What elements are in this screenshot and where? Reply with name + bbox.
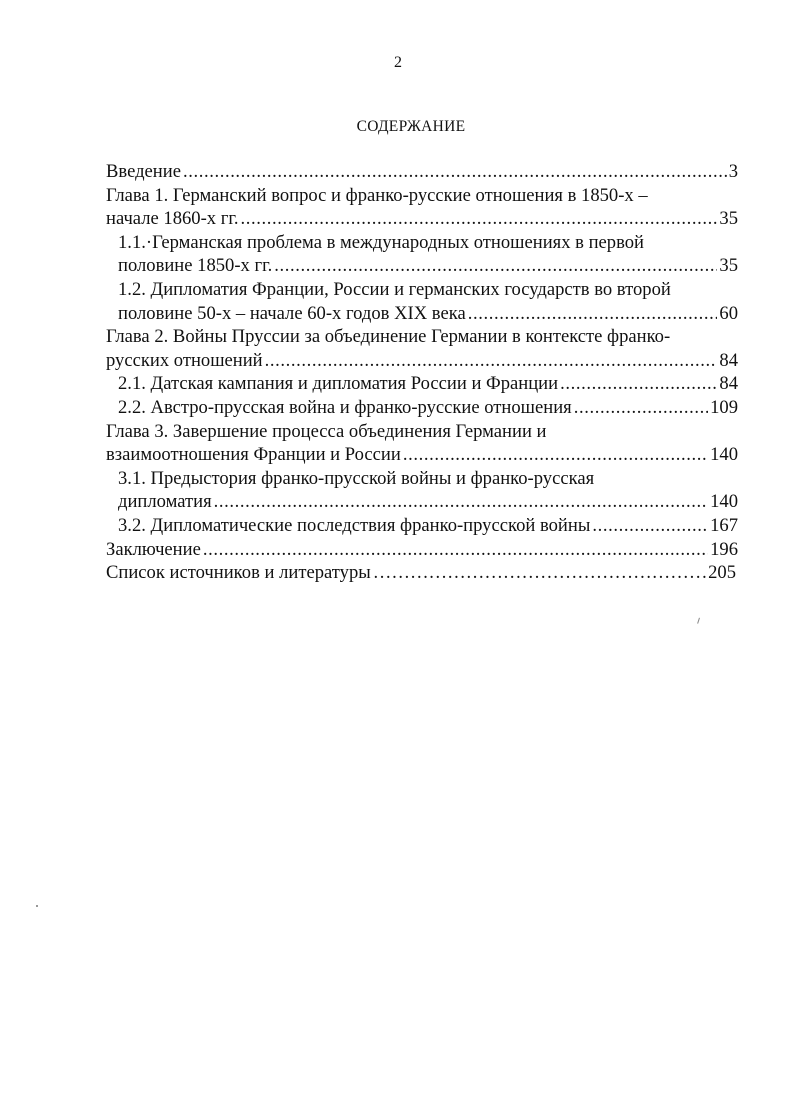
toc-entry-title: Список источников и литературы [106, 562, 371, 584]
toc-entry-section-1-1[interactable] [106, 231, 738, 278]
toc-entry-introduction[interactable] [106, 160, 738, 184]
table-of-contents [106, 160, 738, 585]
toc-entry-conclusion[interactable] [106, 538, 738, 562]
leader-dots [183, 160, 727, 184]
toc-entry-page: 84 [719, 349, 738, 371]
leader-dots [203, 538, 708, 562]
leader-dots [468, 302, 718, 326]
toc-entry-page: 35 [719, 255, 738, 277]
toc-entry-title: 3.2. Дипломатические последствия франко-прусской войны [118, 514, 591, 536]
toc-entry-chapter-3[interactable] [106, 420, 738, 467]
toc-entry-title-cont: дипломатия [118, 491, 212, 513]
toc-entry-title: 3.1. Предыстория франко-прусской войны и франко-русская [118, 467, 595, 489]
leader-dots [241, 207, 718, 231]
toc-entry-page: 60 [719, 302, 738, 324]
toc-entry-section-2-1[interactable] [106, 372, 738, 396]
toc-entry-title: Введение [106, 161, 181, 182]
toc-entry-title-cont: половине 50-х – начале 60-х годов XIX века [118, 302, 466, 324]
toc-entry-section-2-2[interactable] [106, 396, 738, 420]
leader-dots [214, 490, 708, 514]
toc-entry-page: 35 [719, 208, 738, 230]
scan-speck [697, 618, 702, 625]
toc-entry-title-cont: начале 1860-х гг. [106, 208, 239, 230]
toc-entry-title: Заключение [106, 538, 201, 560]
toc-entry-page: 3 [728, 161, 738, 182]
toc-entry-page: 205 [708, 562, 736, 584]
toc-entry-bibliography[interactable] [106, 561, 738, 585]
toc-entry-section-3-1[interactable] [106, 467, 738, 514]
scan-speck [36, 905, 38, 907]
toc-entry-title-cont: взаимоотношения Франции и России [106, 444, 401, 466]
toc-entry-title: 2.1. Датская кампания и дипломатия России и Франции [118, 373, 559, 395]
toc-title: СОДЕРЖАНИЕ [356, 118, 466, 135]
leader-dots [403, 443, 708, 467]
toc-entry-section-1-2[interactable] [106, 278, 738, 325]
toc-entry-section-3-2[interactable] [106, 514, 738, 538]
leader-dots [265, 349, 718, 373]
toc-entry-title: Глава 3. Завершение процесса объединения Германии и [106, 420, 547, 442]
toc-entry-title: 1.2. Дипломатия Франции, России и германских государств во второй [118, 278, 671, 300]
toc-entry-title-cont: половине 1850-х гг. [118, 255, 273, 277]
toc-entry-page: 167 [710, 514, 738, 536]
page-number: 2 [394, 54, 402, 71]
toc-entry-page: 196 [710, 538, 738, 560]
toc-entry-title: Глава 2. Войны Пруссии за объединение Германии в контексте франко- [106, 326, 671, 348]
toc-entry-page: 109 [710, 396, 738, 418]
toc-entry-page: 84 [719, 373, 738, 395]
leader-dots [274, 254, 717, 278]
toc-entry-chapter-1[interactable] [106, 184, 738, 231]
toc-entry-title-cont: русских отношений [106, 349, 263, 371]
toc-entry-title: 1.1.·Германская проблема в международных отношениях в первой [118, 231, 644, 253]
leader-dots [373, 561, 706, 585]
toc-entry-title: 2.2. Австро-прусская война и франко-русские отношения [118, 396, 572, 418]
toc-entry-page: 140 [710, 444, 738, 466]
leader-dots [574, 396, 708, 420]
toc-entry-title: Глава 1. Германский вопрос и франко-русские отношения в 1850-х – [106, 184, 648, 206]
toc-entry-page: 140 [710, 491, 738, 513]
toc-entry-chapter-2[interactable] [106, 325, 738, 372]
leader-dots [560, 372, 717, 396]
leader-dots [592, 514, 708, 538]
